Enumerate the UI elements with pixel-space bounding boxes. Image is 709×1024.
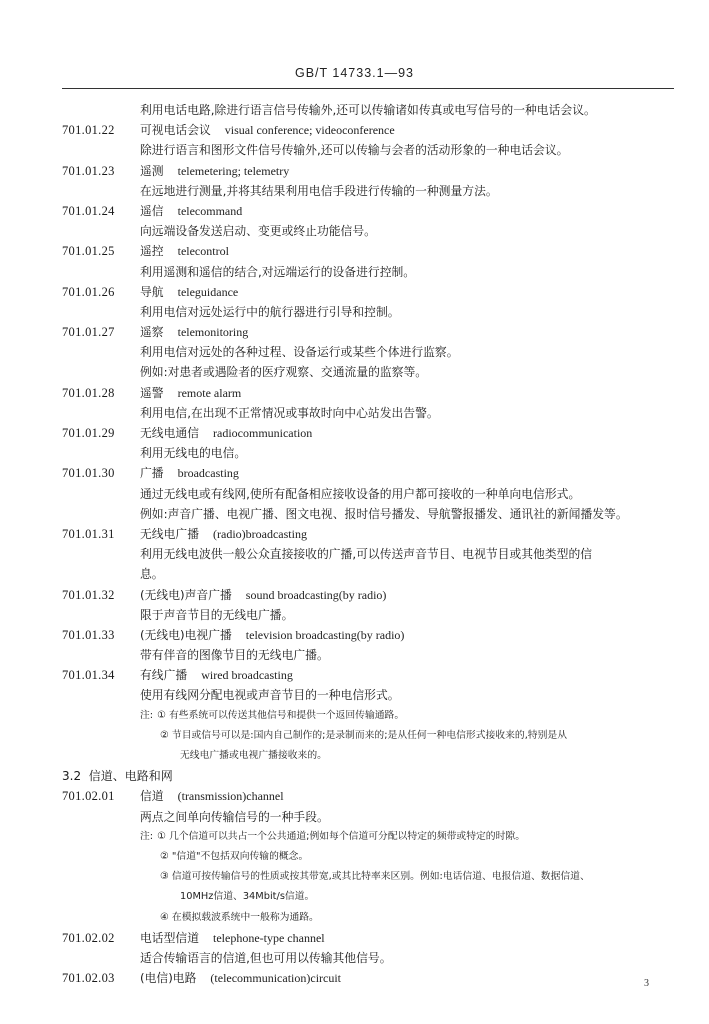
term-definition: 限于声音节目的无线电广播。 [140, 607, 294, 622]
term-en: telemetering; telemetry [177, 163, 290, 178]
term-entry [0, 423, 709, 443]
note-label: 注: [140, 830, 154, 842]
term-number: 701.01.29 [62, 426, 115, 440]
term-definition-cont: 息。 [140, 567, 164, 582]
term-definition: 利用电信对远处的各种过程、设备运行或某些个体进行监察。 [140, 345, 459, 360]
term-zh: (电信)电路 [140, 971, 197, 986]
term-en: remote alarm [177, 385, 242, 400]
term-entry [0, 120, 709, 140]
term-zh: 遥测 [140, 163, 164, 178]
term-number: 701.01.27 [62, 325, 115, 340]
note-item: ③ 信道可按传输信号的性质或按其带宽,或其比特率来区别。例如:电话信道、电报信道、数据信道、 [160, 871, 590, 883]
term-definition: 两点之间单向传输信号的一种手段。 [140, 809, 329, 824]
term-en: telecommand [177, 203, 243, 218]
term-en: (radio)broadcasting [213, 526, 307, 541]
term-number: 701.01.25 [62, 244, 115, 259]
term-zh: 可视电话会议 [140, 123, 211, 138]
section-number: 3.2 [62, 769, 82, 784]
term-entry [0, 665, 709, 685]
note-item: ② 节目或信号可以是:国内自己制作的;是录制而来的;是从任何一种电信形式接收来的,特别是从 [160, 729, 567, 741]
term-zh: 遥信 [140, 203, 164, 218]
term-entry [0, 201, 709, 221]
term-definition: 利用无线电波供一般公众直接接收的广播,可以传送声音节目、电视节目或其他类型的信 [140, 547, 593, 562]
term-en: radiocommunication [213, 426, 313, 440]
term-number: 701.01.24 [62, 203, 115, 218]
term-number: 701.01.31 [62, 526, 115, 541]
standard-code-header: GB/T 14733.1—93 [294, 66, 414, 80]
term-en: broadcasting [177, 466, 239, 481]
section-title: 信道、电路和网 [88, 769, 173, 784]
term-en: teleguidance [177, 284, 239, 299]
term-zh: 有线广播 [140, 668, 188, 683]
term-zh: 无线电广播 [140, 526, 199, 541]
term-entry [0, 585, 709, 605]
term-number: 701.01.33 [62, 627, 115, 642]
term-number: 701.01.26 [62, 284, 115, 299]
term-zh: 广播 [140, 466, 164, 481]
term-en: television broadcasting(by radio) [245, 627, 405, 642]
term-definition: 带有伴音的图像节目的无线电广播。 [140, 648, 329, 663]
note-item: ② "信道"不包括双向传输的概念。 [160, 850, 309, 862]
term-en: visual conference; videoconference [224, 123, 395, 138]
term-number: 701.01.28 [62, 385, 115, 400]
term-number: 701.01.32 [62, 587, 115, 602]
term-entry [0, 524, 709, 544]
term-en: telemonitoring [177, 325, 249, 340]
term-en: telecontrol [177, 244, 229, 259]
term-number: 701.02.03 [62, 971, 115, 986]
term-en: (telecommunication)circuit [210, 971, 342, 986]
term-number: 701.01.34 [62, 668, 115, 683]
term-number: 701.01.30 [62, 466, 115, 481]
term-entry [0, 928, 709, 948]
term-entry [0, 968, 709, 988]
term-definition: 使用有线网分配电视或声音节目的一种电信形式。 [140, 688, 400, 703]
term-definition: 通过无线电或有线网,使所有配备相应接收设备的用户都可接收的一种单向电信形式。 [140, 486, 581, 501]
term-entry [0, 161, 709, 181]
term-definition: 利用电信,在出现不正常情况或事故时向中心站发出告警。 [140, 405, 439, 420]
term-zh: 无线电通信 [140, 426, 199, 440]
term-entry [0, 625, 709, 645]
term-zh: 电话型信道 [140, 930, 199, 945]
term-entry [0, 463, 709, 483]
term-number: 701.01.22 [62, 123, 115, 138]
term-entry [0, 383, 709, 403]
document-body [0, 100, 709, 988]
intro-text: 利用电话电路,除进行语言信号传输外,还可以传输诸如传真或电写信号的一种电话会议。 [140, 103, 596, 117]
note-item-cont: 10MHz信道、34Mbit/s信道。 [180, 891, 315, 903]
note-item: ④ 在模拟载波系统中一般称为通路。 [160, 911, 319, 923]
term-en: sound broadcasting(by radio) [245, 587, 387, 602]
header-rule [62, 88, 674, 89]
term-zh: (无线电)声音广播 [140, 587, 232, 602]
note-item-cont: 无线电广播或电视广播接收来的。 [180, 750, 327, 761]
section-heading [0, 766, 709, 786]
note-item: ① 有些系统可以传送其他信号和提供一个返回传输通路。 [157, 709, 405, 721]
note-item: ① 几个信道可以共占一个公共通道;例如每个信道可分配以特定的频带或特定的时隙。 [157, 830, 525, 842]
term-definition: 除进行语言和图形文件信号传输外,还可以传输与会者的活动形象的一种电话会议。 [140, 143, 569, 158]
term-zh: 遥控 [140, 244, 164, 259]
term-zh: 导航 [140, 284, 164, 299]
term-definition: 适合传输语言的信道,但也可用以传输其他信号。 [140, 950, 392, 965]
term-number: 701.02.01 [62, 789, 115, 804]
term-entry [0, 241, 709, 261]
term-entry [0, 786, 709, 806]
term-number: 701.02.02 [62, 930, 115, 945]
term-entry [0, 322, 709, 342]
term-definition: 向远端设备发送启动、变更或终止功能信号。 [140, 224, 376, 239]
term-example: 例如:对患者或遇险者的医疗观察、交通流量的监察等。 [140, 365, 428, 380]
page-number: 3 [644, 978, 649, 989]
term-zh: 信道 [140, 789, 164, 804]
term-definition: 利用无线电的电信。 [140, 446, 247, 461]
term-zh: 遥警 [140, 385, 164, 400]
term-en: wired broadcasting [201, 668, 293, 683]
term-zh: (无线电)电视广播 [140, 627, 232, 642]
term-definition: 利用电信对远处运行中的航行器进行引导和控制。 [140, 304, 400, 319]
term-definition: 利用遥测和遥信的结合,对远端运行的设备进行控制。 [140, 264, 416, 279]
note-label: 注: [140, 709, 154, 721]
term-example: 例如:声音广播、电视广播、图文电视、报时信号播发、导航警报播发、通讯社的新闻播发等。 [140, 506, 628, 521]
term-en: (transmission)channel [177, 789, 284, 804]
term-zh: 遥察 [140, 325, 164, 340]
term-definition: 在远地进行测量,并将其结果利用电信手段进行传输的一种测量方法。 [140, 183, 498, 198]
term-en: telephone-type channel [213, 930, 325, 945]
term-number: 701.01.23 [62, 163, 115, 178]
term-entry [0, 282, 709, 302]
